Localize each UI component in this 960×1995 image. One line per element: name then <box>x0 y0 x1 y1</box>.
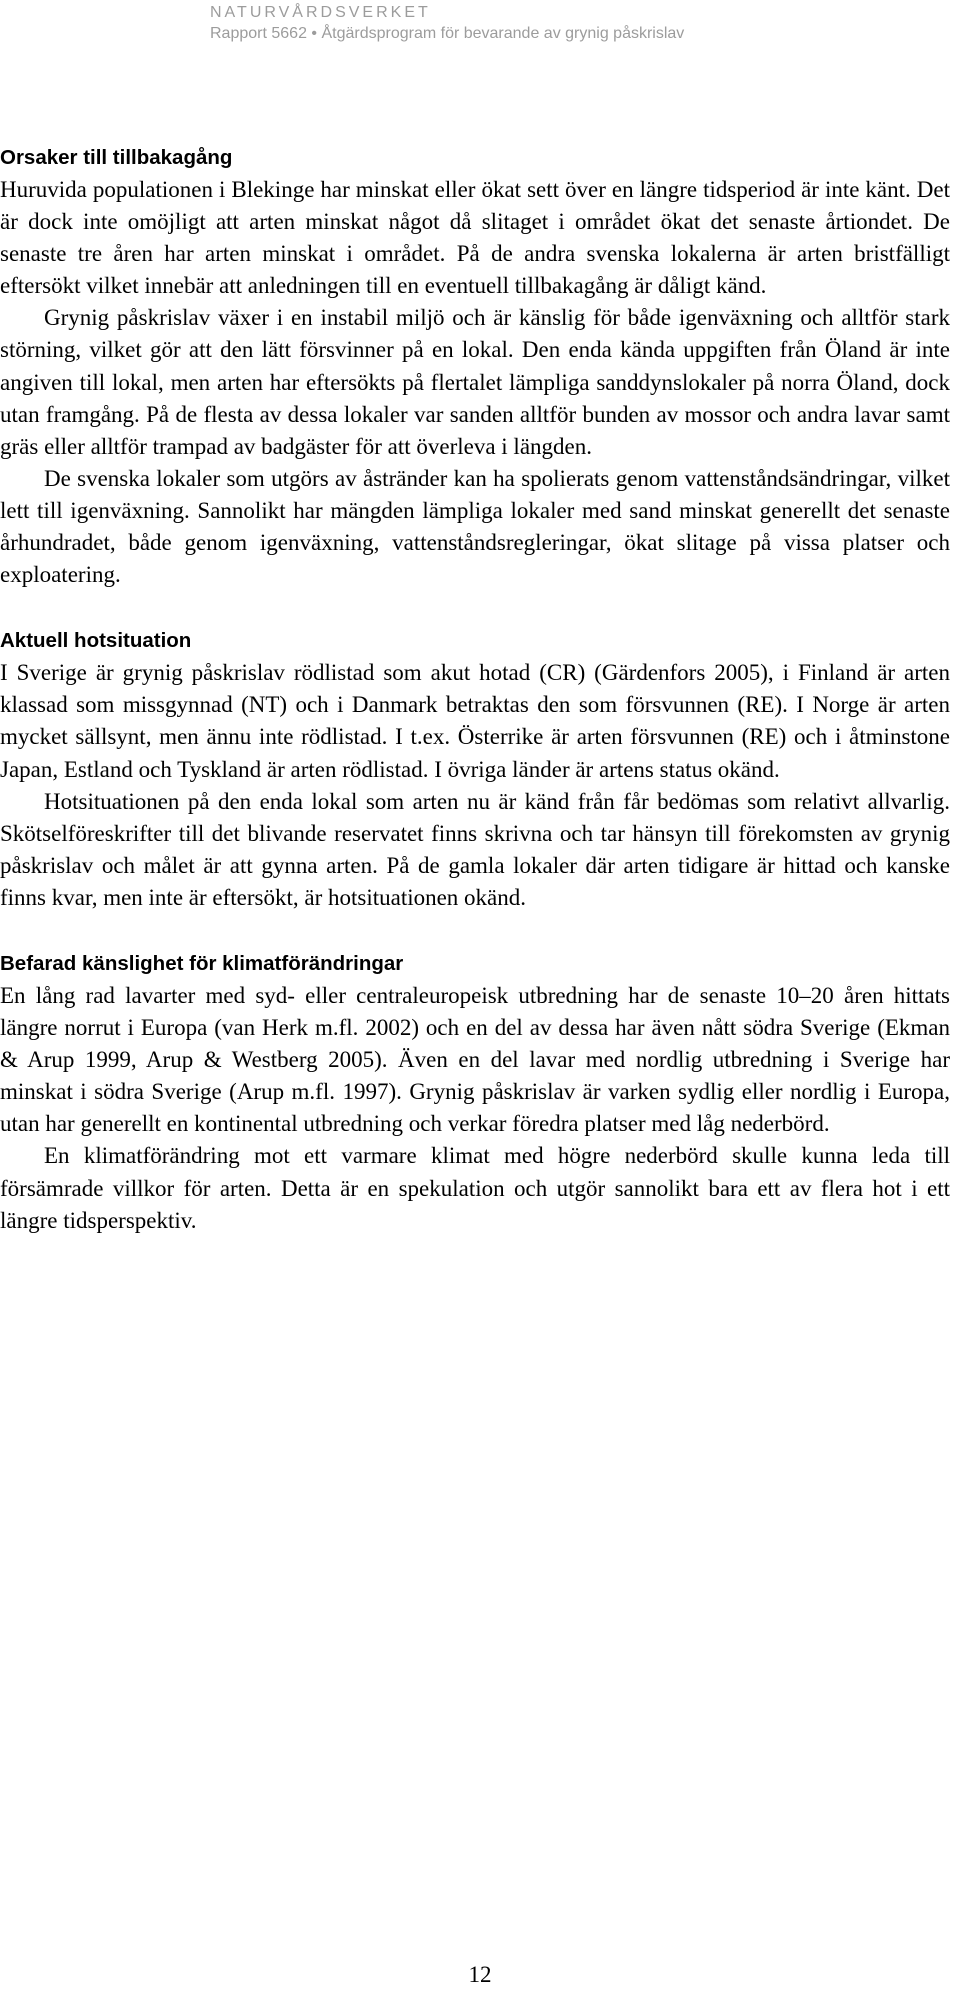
section-heading: Aktuell hotsituation <box>0 629 192 653</box>
header-report-title: Rapport 5662 • Åtgärdsprogram för bevarande av grynig påskrislav <box>210 25 685 42</box>
paragraph: I Sverige är grynig påskrislav rödlistad som akut hotad (CR) (Gärdenfors 2005), i Finland är arten klassad som missgynnad (NT) och i Danmark betraktas den som försvunnen (RE). I Norge är arten mycket sällsynt, men ännu inte rödlistad. I t.ex. Österrike är arten försvunnen (RE) och i åtminstone Japan, Estland och Tyskland är arten rödlistad. I övriga länder är artens status okänd. <box>0 660 950 782</box>
paragraph: Hotsituationen på den enda lokal som arten nu är känd från får bedömas som relativt allvarlig. Skötselföreskrifter till det blivande reservatet finns skrivna och tar hänsyn till förekomsten av grynig påskrislav och målet är att gynna arten. På de gamla lokaler där arten tidigare är hittad och kanske finns kvar, men inte är eftersökt, är hotsituationen okänd. <box>0 788 950 910</box>
running-header <box>210 2 910 44</box>
page-body <box>0 142 960 1237</box>
section-heading: Befarad känslighet för klimatförändringar <box>0 951 404 975</box>
section-threat-situation <box>0 625 960 914</box>
section-causes <box>0 142 960 591</box>
paragraph: Huruvida populationen i Blekinge har minskat eller ökat sett över en längre tidsperiod är inte känt. Det är dock inte omöjligt att arten minskat något då slitaget i området ökat det senaste årtiondet. De senaste tre åren har arten minskat i området. På de andra svenska lokalerna är arten bristfälligt eftersökt vilket innebär att anledningen till en eventuell tillbakagång är dåligt känd. <box>0 177 950 299</box>
paragraph: Grynig påskrislav växer i en instabil miljö och är känslig för både igenväxning och alltför stark störning, vilket gör att den lätt försvinner på en lokal. Den enda kända uppgiften från Öland är inte angiven till lokal, men arten har eftersökts på flertalet lämpliga sanddynslokaler på norra Öland, dock utan framgång. På de flesta av dessa lokaler var sanden alltför bunden av mossor och andra lavar samt gräs eller alltför trampad av badgäster för att överleva i längden. <box>0 305 950 459</box>
section-heading: Orsaker till tillbakagång <box>0 146 233 169</box>
section-climate-sensitivity <box>0 948 960 1237</box>
paragraph: En lång rad lavarter med syd- eller centraleuropeisk utbredning har de senaste 10–20 åren hittats längre norrut i Europa (van Herk m.fl. 2002) och en del av dessa har även nått södra Sverige (Ekman & Arup 1999, Arup & Westberg 2005). Även en del lavar med nordlig utbredning i Sverige har minskat i södra Sverige (Arup m.fl. 1997). Grynig påskrislav är varken sydlig eller nordlig i Europa, utan har generellt en kontinental utbredning och verkar föredra platser med låg nederbörd. <box>0 982 950 1137</box>
page-number: 12 <box>468 1962 492 1987</box>
paragraph: En klimatförändring mot ett varmare klimat med högre nederbörd skulle kunna leda till försämrade villkor för arten. Detta är en spekulation och utgör sannolikt bara ett av flera hot i ett längre tidsperspektiv. <box>0 1143 950 1233</box>
header-org: NATURVÅRDSVERKET <box>210 4 431 21</box>
paragraph: De svenska lokaler som utgörs av åstränder kan ha spolierats genom vattenståndsändringar, vilket lett till igenväxning. Sannolikt har mängden lämpliga lokaler med sand minskat generellt det senaste århundradet, både genom igenväxning, vattenståndsregleringar, ökat slitage på vissa platser och exploatering. <box>0 465 950 588</box>
